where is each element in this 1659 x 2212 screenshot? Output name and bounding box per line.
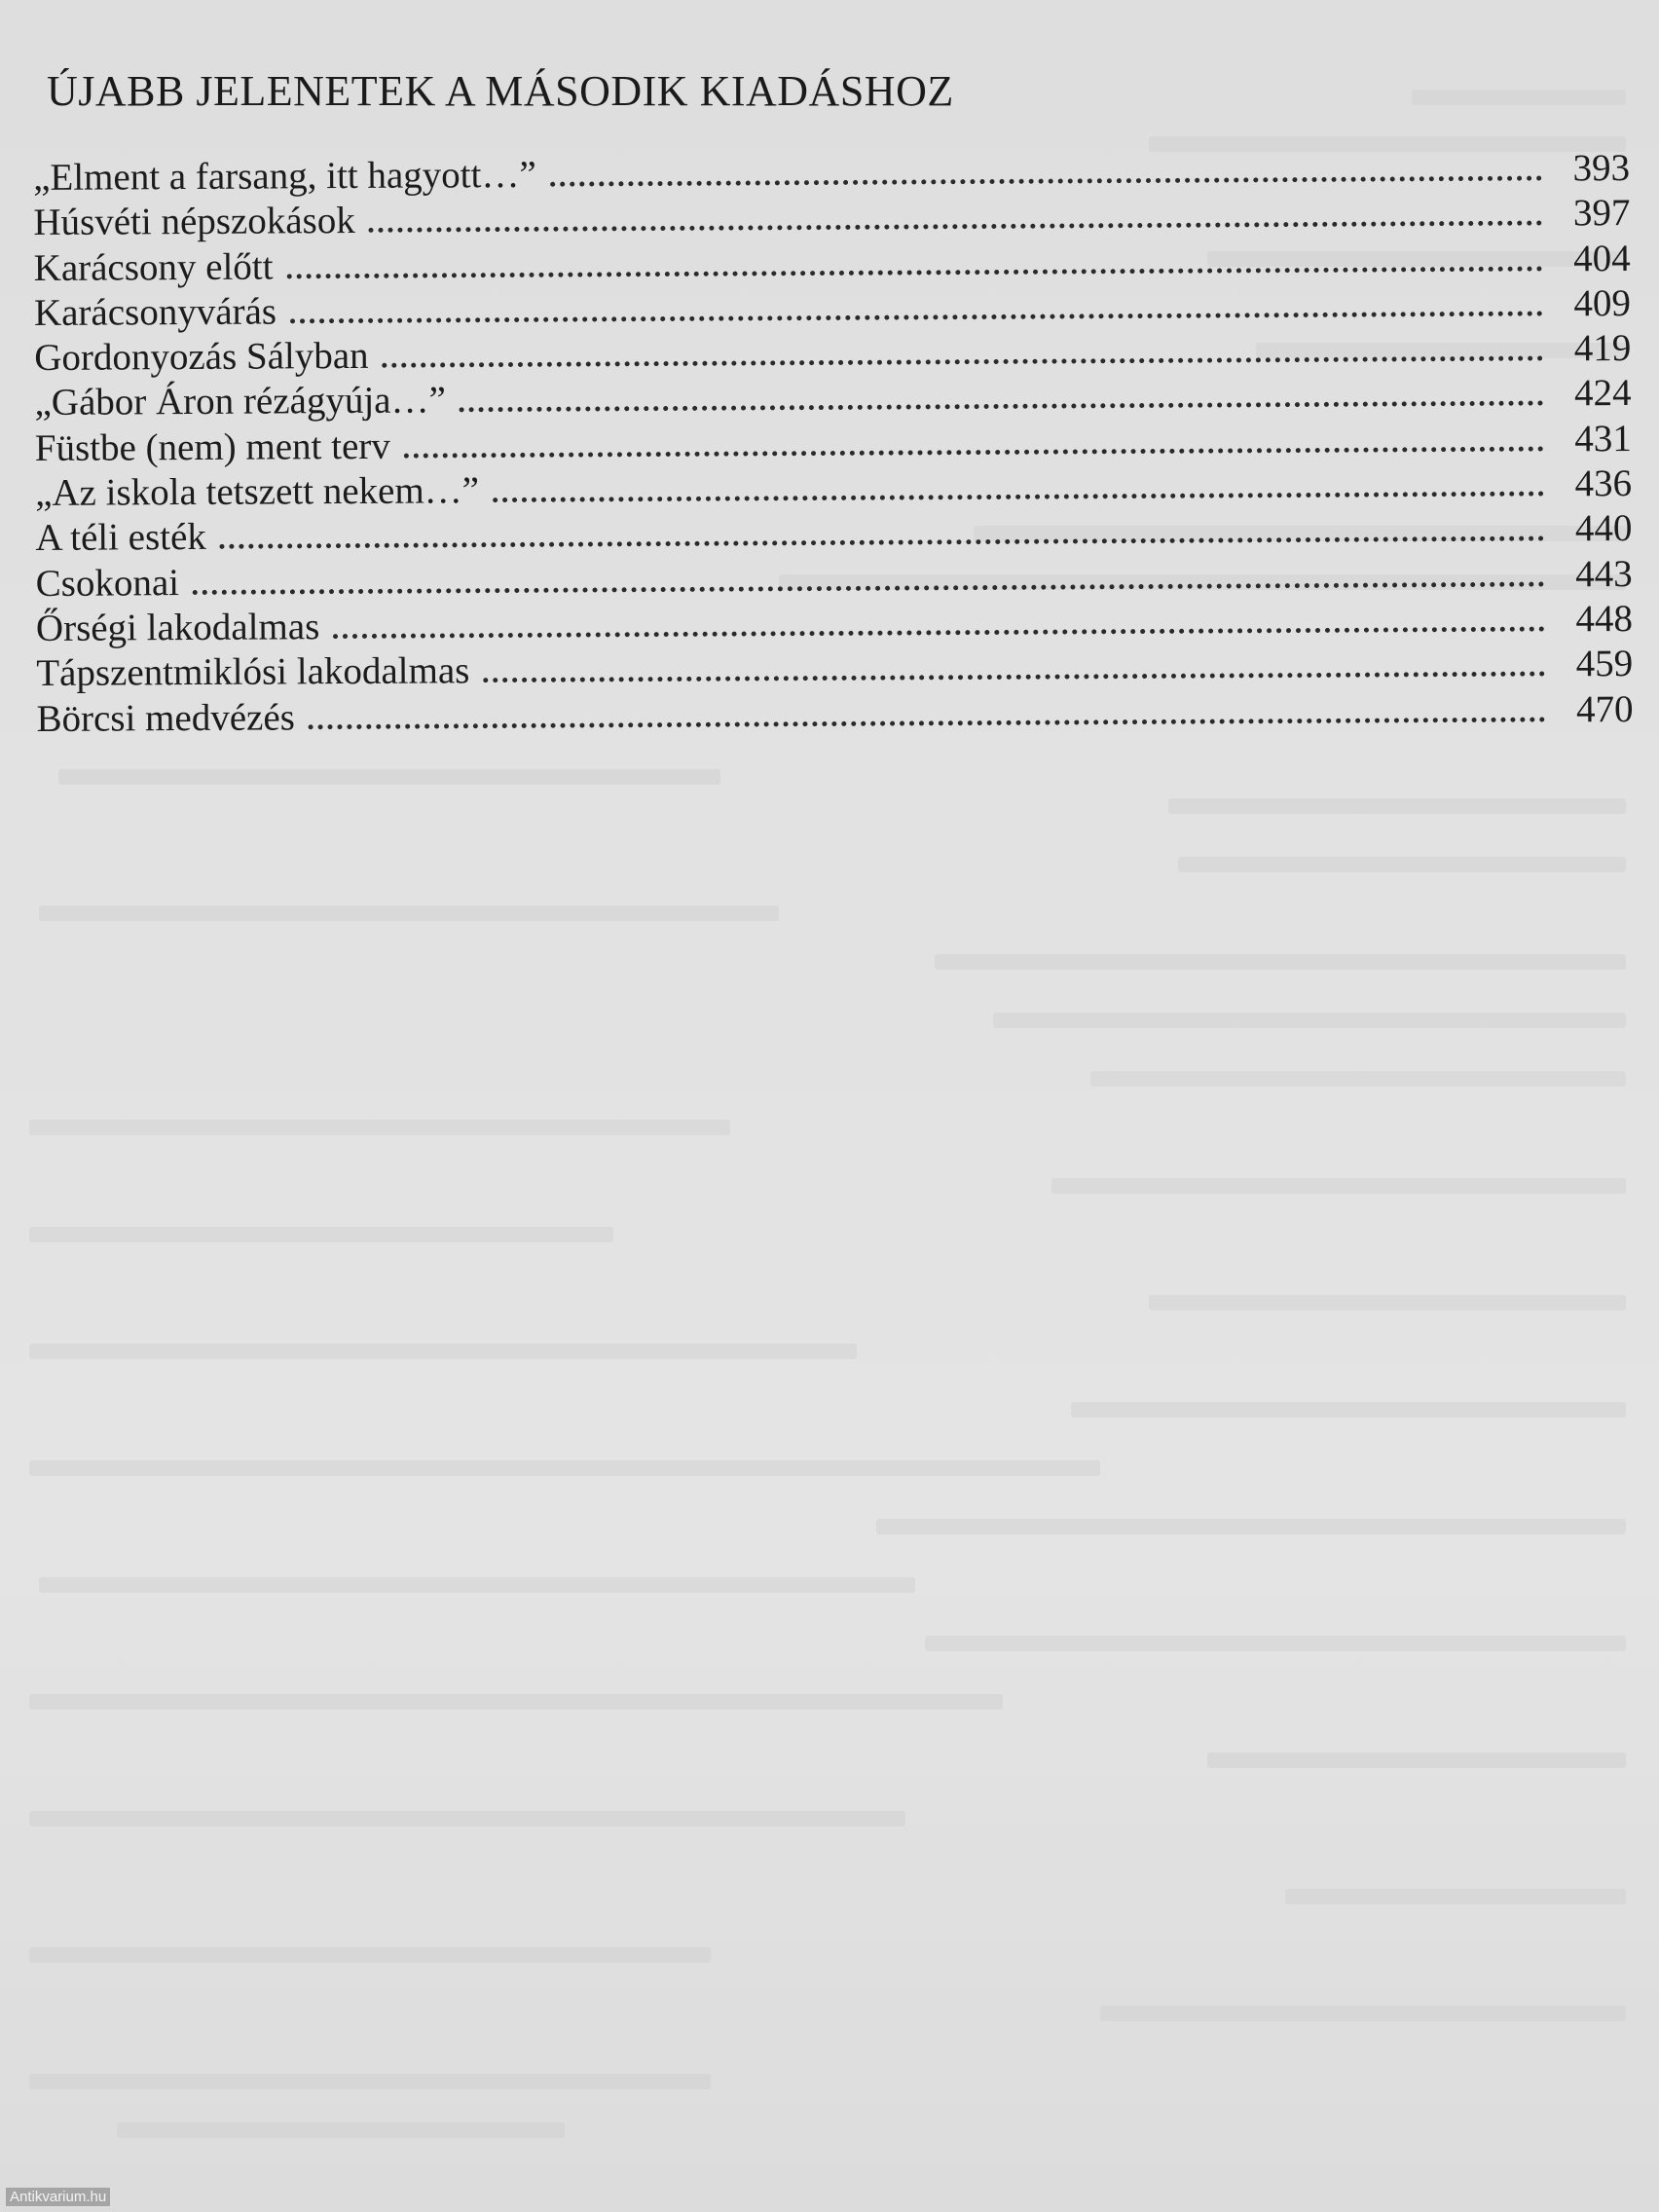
watermark: Antikvarium.hu — [6, 2188, 110, 2206]
toc-entry-page: 409 — [1573, 281, 1632, 325]
toc-entry-title: „Elment a farsang, itt hagyott…” — [33, 153, 536, 199]
toc-entry-page: 459 — [1575, 643, 1634, 685]
dot-leader — [309, 717, 1546, 729]
dot-leader — [287, 266, 1543, 278]
toc-entry-page: 448 — [1575, 597, 1634, 641]
toc-entry-title: Csokonai — [35, 561, 180, 605]
toc-entry-title: Őrségi lakodalmas — [35, 606, 320, 649]
dot-leader — [493, 492, 1544, 503]
dot-leader — [404, 446, 1544, 458]
toc-entry-page: 431 — [1574, 417, 1632, 461]
dot-leader — [383, 356, 1544, 368]
toc-entry-title: A téli esték — [35, 516, 206, 560]
dot-leader — [483, 672, 1545, 683]
toc-entry — [36, 687, 1633, 742]
dot-leader — [369, 221, 1543, 233]
section-heading: ÚJABB JELENETEK A MÁSODIK KIADÁSHOZ — [47, 67, 954, 115]
dot-leader — [290, 311, 1543, 323]
toc-entry-page: 443 — [1575, 552, 1633, 596]
toc-entry-page: 440 — [1574, 507, 1633, 550]
table-of-contents — [33, 146, 1634, 742]
toc-entry-title: Húsvéti népszokások — [33, 200, 355, 244]
toc-entry-page: 470 — [1575, 687, 1634, 730]
toc-entry-page: 404 — [1573, 237, 1631, 279]
toc-entry-title: Karácsony előtt — [33, 245, 274, 289]
dot-leader — [193, 581, 1545, 594]
toc-entry-title: Tápszentmiklósi lakodalmas — [36, 649, 470, 695]
dot-leader — [333, 626, 1545, 639]
toc-entry-title: Gordonyozás Sályban — [34, 335, 369, 380]
toc-entry-title: „Gábor Áron rézágyúja…” — [34, 379, 446, 424]
toc-entry-title: Karácsonyvárás — [33, 290, 277, 334]
dot-leader — [460, 401, 1544, 413]
toc-entry-page: 397 — [1572, 192, 1631, 235]
toc-entry-title: „Az iskola tetszett nekem…” — [34, 469, 480, 515]
toc-entry-page: 424 — [1573, 372, 1632, 415]
toc-entry-page: 419 — [1573, 327, 1632, 370]
toc-entry-title: Füstbe (nem) ment terv — [34, 424, 390, 469]
dot-leader — [220, 536, 1545, 549]
toc-entry-title: Börcsi medvézés — [36, 695, 295, 740]
dot-leader — [550, 176, 1542, 187]
toc-entry-page: 436 — [1574, 462, 1633, 505]
toc-entry-page: 393 — [1572, 146, 1631, 190]
